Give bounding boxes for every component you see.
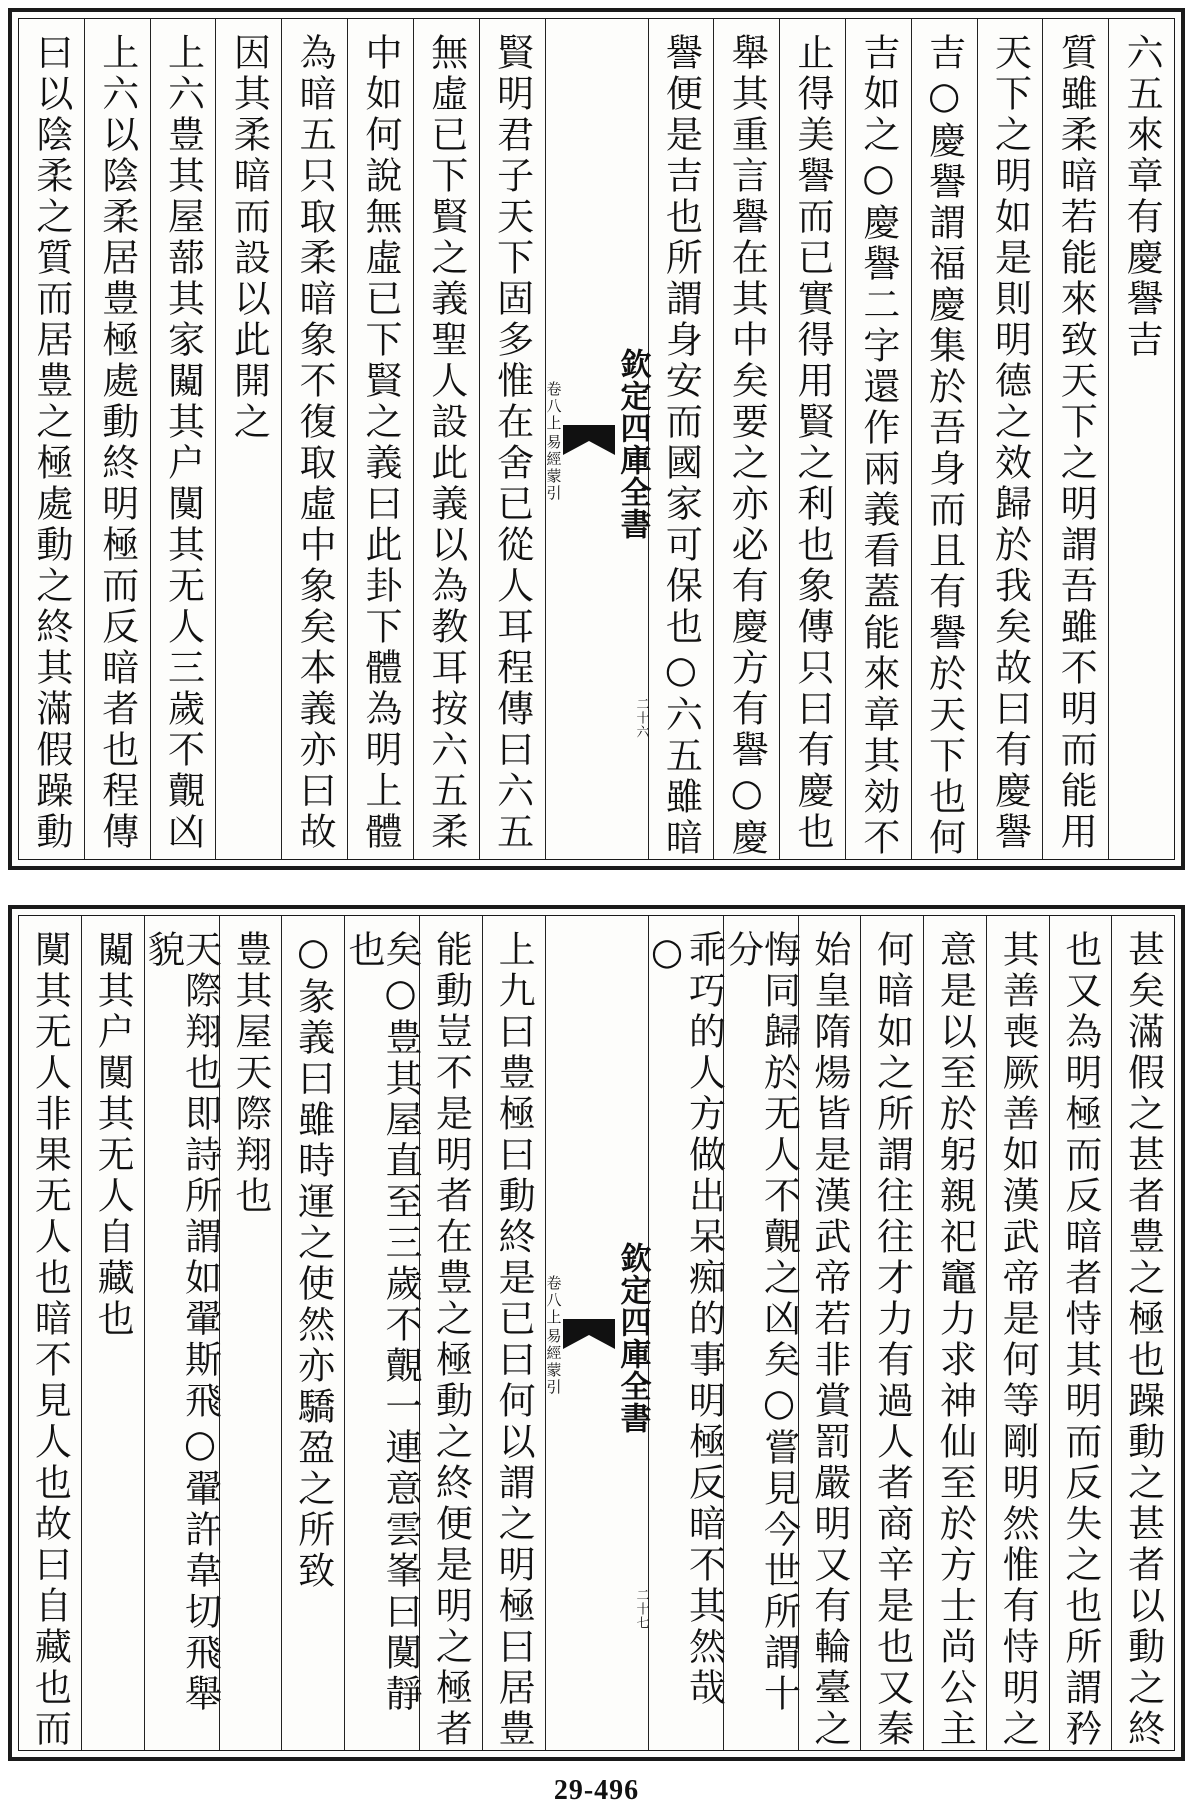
text-column: 悔同歸於无人不覿之凶矣○嘗見今世所謂十分	[723, 916, 798, 1750]
text-column: 始皇隋煬皆是漢武帝若非賞罰嚴明又有輪臺之	[798, 916, 861, 1750]
text-column: 闚其户闃其无人自藏也	[81, 916, 144, 1750]
book-meta	[546, 1271, 561, 1396]
text-column: 天際翔也即詩所謂如翬斯飛○翬許韋切飛舉貌	[144, 916, 219, 1750]
series-title: 欽定四庫全書	[614, 348, 651, 540]
top-page-panel	[8, 8, 1185, 870]
volume-label: 卷八上	[544, 380, 563, 432]
text-column: 無虛已下賢之義聖人設此義以為教耳按六五柔	[413, 19, 479, 859]
text-column: 何暗如之所謂往往才力有過人者商辛是也又秦	[860, 916, 923, 1750]
text-column: 質雖柔暗若能來致天下之明謂吾雖不明而能用	[1042, 19, 1108, 859]
text-column: 上六以陰柔居豊極處動終明極而反暗者也程傳	[84, 19, 150, 859]
text-column: 因其柔暗而設以此開之	[215, 19, 281, 859]
text-column: 天下之明如是則明德之效歸於我矣故曰有慶譽	[977, 19, 1043, 859]
bottom-page-panel	[8, 905, 1185, 1761]
text-column: 甚矣滿假之甚者豊之極也躁動之甚者以動之終	[1111, 916, 1174, 1750]
series-title: 欽定四庫全書	[614, 1242, 651, 1434]
page-number: 29-496	[553, 1775, 640, 1806]
text-column: 賢明君子天下固多惟在舍已從人耳程傳曰六五	[479, 19, 545, 859]
text-column: 上六豊其屋蔀其家闚其户闃其无人三歲不覿凶	[150, 19, 216, 859]
text-column: 闃其无人非果无人也暗不見人也故曰自藏也而	[28, 930, 72, 1750]
text-column: 曰以陰柔之質而居豊之極處動之終其滿假躁動	[29, 33, 73, 853]
leaf-number: 二十七	[633, 1588, 649, 1630]
book-meta	[546, 377, 561, 502]
top-page-columns	[18, 18, 1175, 860]
text-column: 也又為明極而反暗者恃其明而反失之也所謂矜	[1049, 916, 1112, 1750]
text-column: 上九曰豊極曰動終是已曰何以謂之明極曰居豊	[482, 916, 545, 1750]
text-column: 矣○豊其屋直至三歲不覿一連意雲峯曰闃靜也	[344, 916, 419, 1750]
text-column: 能動豈不是明者在豊之極動之終便是明之極者	[419, 916, 482, 1750]
volume-label: 卷八上	[544, 1274, 563, 1326]
text-column: 乖巧的人方做出呆痴的事明極反暗不其然哉○	[648, 916, 723, 1750]
text-column: 吉如之○慶譽二字還作兩義看蓋能來章其効不	[845, 19, 911, 859]
text-column: 六五來章有慶譽吉	[1108, 19, 1174, 859]
book-title: 易經蒙引	[544, 1327, 563, 1396]
center-gutter	[544, 916, 651, 1750]
text-column: 為暗五只取柔暗象不復取虛中象矣本義亦曰故	[281, 19, 347, 859]
text-column: ○彖義曰雖時運之使然亦驕盈之所致	[281, 916, 344, 1750]
center-gutter	[544, 19, 651, 859]
text-column: 豊其屋天際翔也	[219, 916, 282, 1750]
text-column: 舉其重言譽在其中矣要之亦必有慶方有譽○慶	[713, 19, 779, 859]
text-column: 意是以至於躬親祀竈力求神仙至於方士尚公主	[923, 916, 986, 1750]
bottom-page-columns	[18, 915, 1175, 1751]
fishtail-mark-icon	[561, 423, 617, 457]
text-column: 其善喪厥善如漢武帝是何等剛明然惟有恃明之	[986, 916, 1049, 1750]
book-title: 易經蒙引	[544, 433, 563, 502]
text-column: 譽便是吉也所謂身安而國家可保也○六五雖暗	[648, 19, 714, 859]
text-column: 止得美譽而已實得用賢之利也象傳只曰有慶也	[779, 19, 845, 859]
text-column: 吉○慶譽謂福慶集於吾身而且有譽於天下也何	[911, 19, 977, 859]
text-column: 中如何說無虛已下賢之義曰此卦下體為明上體	[347, 19, 413, 859]
fishtail-mark-icon	[561, 1317, 617, 1351]
leaf-number: 二十六	[633, 697, 649, 739]
